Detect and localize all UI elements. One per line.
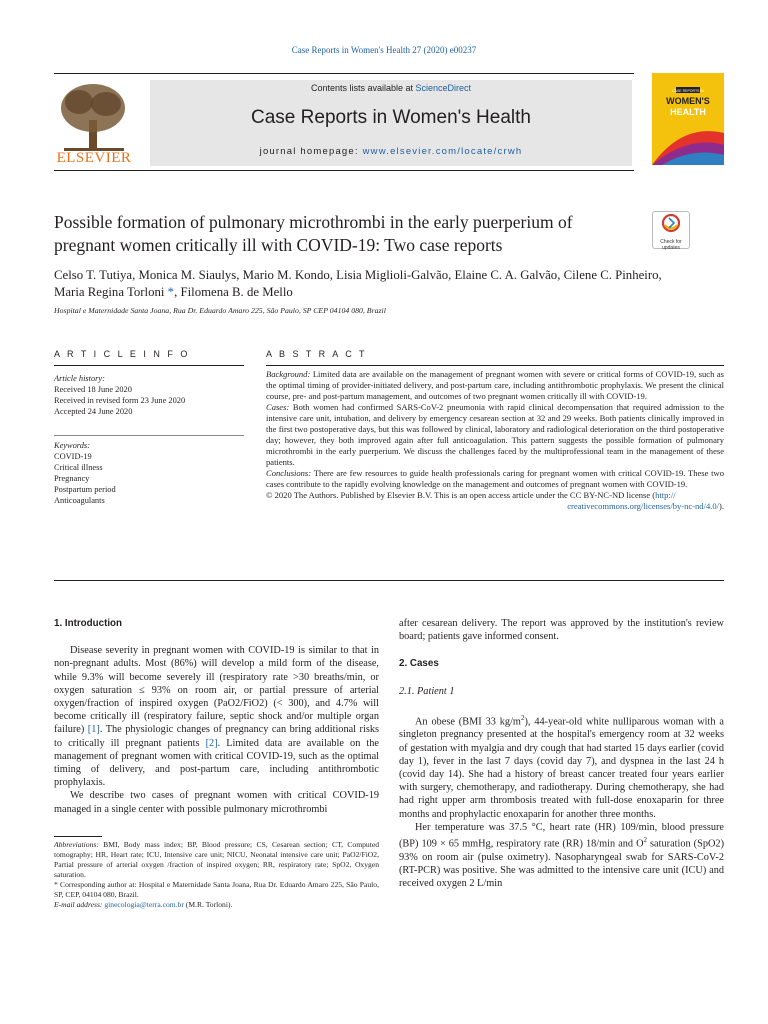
- copyright-line: [266, 490, 724, 501]
- right-column: [399, 617, 724, 890]
- cover-title: [652, 96, 724, 118]
- p2-text-a: Her temperature was 37.5 °C, heart rate (HR) 109/min, blood pressure (BP) 109 × 65 mmHg, respiratory rate (RR) 18/min and O: [399, 821, 724, 850]
- corresponding-author-text: Corresponding author at: Hospital e Maternidade Santa Joana, Rua Dr. Eduardo Amaro 225, São Paulo, SP, CEP, 04104 080, Brazil.: [54, 880, 379, 899]
- check-for-updates-icon: [662, 214, 680, 234]
- abstract-background: [266, 369, 724, 402]
- email-suffix: (M.R. Torloni).: [183, 900, 233, 909]
- journal-cover-icon: [652, 73, 724, 165]
- contents-prefix: Contents lists available at: [310, 83, 416, 93]
- corresponding-author-marker[interactable]: *: [167, 285, 175, 299]
- accepted-date: Accepted 24 June 2020: [54, 407, 133, 416]
- abstract-bottom-rule: [54, 580, 724, 581]
- footnotes: [54, 840, 379, 910]
- reference-1-link[interactable]: [1]: [87, 724, 100, 736]
- journal-banner: [150, 80, 632, 166]
- reference-2-link[interactable]: [2]: [205, 737, 218, 749]
- cases-text: Both women had confirmed SARS-CoV-2 pneumonia with rapid clinical decompensation that required admission to the intensive care unit, intubation, and delivery by emergency cesarean section at 32 and 29 weeks. Both patients clinically improved in the first two postoperative days, but this was followed by clinical, laboratory and radiological deterioration on the third postoperative day; however, they both improved again after full anticoagulation. This pattern suggests the possible formation of pulmonary microthrombi in the early puerperium. We discuss the challenges faced by the multiprofessional team in the management of these patients.: [266, 402, 724, 467]
- license-link-part2[interactable]: creativecommons.org/licenses/by-nc-nd/4.0/: [567, 501, 720, 511]
- bmi-unit-superscript: 2: [520, 713, 525, 722]
- header-top-rule: [54, 73, 634, 74]
- check-for-updates-button[interactable]: [652, 211, 690, 249]
- abstract-rule: [266, 365, 724, 366]
- copyright-text: © 2020 The Authors. Published by Elsevier B.V. This is an open access article under the CC BY-NC-ND license (: [266, 490, 656, 500]
- header-bottom-rule: [54, 170, 634, 171]
- abstract-cases: [266, 402, 724, 468]
- keyword-item: Anticoagulants: [54, 496, 105, 505]
- introduction-heading: 1. Introduction: [54, 618, 123, 629]
- p2-text-b: saturation (SpO2) 93% on room air (pulse oximetry). Nasopharyngeal swab for SARS-CoV-2 (RT-PCR) was positive. She was admitted to the intensive care unit (ICU) and received oxygen 2 L/min: [399, 838, 724, 890]
- abbreviations-label: Abbreviations:: [54, 840, 99, 849]
- homepage-link[interactable]: www.elsevier.com/locate/crwh: [362, 146, 523, 157]
- oxygen-superscript: 2: [643, 836, 648, 845]
- keyword-item: Postpartum period: [54, 485, 116, 494]
- footnote-star: *: [54, 880, 58, 889]
- intro-paragraph-2: We describe two cases of pregnant women with critical COVID-19 managed in a single center with possible pulmonary microthrombi: [54, 790, 379, 815]
- background-text: Limited data are available on the management of pregnant women with severe or critical forms of COVID-19, such as the optimal timing of provider-initiated delivery, and post-partum care, including antithrombotic prophylaxis. We present the clinical course, pre- and post-partum management, and outcomes of two pregnant women critically ill with COVID-19.: [266, 369, 724, 401]
- email-link[interactable]: ginecologia@terra.com.br: [104, 900, 184, 909]
- cover-title-line1: WOMEN'S: [666, 96, 710, 106]
- email-label: E-mail address:: [54, 900, 103, 909]
- license-link-part1[interactable]: http://: [655, 490, 676, 500]
- revised-date: Received in revised form 23 June 2020: [54, 396, 186, 405]
- journal-citation[interactable]: Case Reports in Women's Health 27 (2020) e00237: [291, 45, 477, 55]
- conclusions-label: Conclusions:: [266, 468, 312, 478]
- contents-line: [150, 83, 632, 93]
- email-footnote: [54, 900, 379, 910]
- journal-title: Case Reports in Women's Health: [251, 107, 531, 128]
- cases-label: Cases:: [266, 402, 290, 412]
- journal-homepage: [150, 146, 632, 157]
- intro-paragraph-1: [54, 644, 379, 789]
- abstract-conclusions: [266, 468, 724, 490]
- article-info-rule: [54, 365, 244, 366]
- author-list: [54, 267, 724, 301]
- check-for-updates-label: Check for updates: [660, 239, 682, 251]
- footnote-rule: [54, 836, 102, 837]
- cover-text-top: CASE REPORTS IN: [672, 89, 704, 93]
- left-column: [54, 617, 379, 816]
- received-date: Received 18 June 2020: [54, 385, 132, 394]
- cover-title-line2: HEALTH: [670, 107, 706, 117]
- abstract-body: [266, 369, 724, 512]
- intro-text-b: . The physiologic changes of pregnancy can bring additional risks to critically ill pregnant patients: [54, 724, 379, 749]
- authors-line-1: Celso T. Tutiya, Monica M. Siaulys, Mario M. Kondo, Lisia Miglioli-Galvão, Elaine C. A. Galvão, Cilene C. Pinheiro,: [54, 268, 662, 282]
- keyword-item: Pregnancy: [54, 474, 90, 483]
- affiliation: Hospital e Maternidade Santa Joana, Rua Dr. Eduardo Amaro 225, São Paulo, SP CEP 04104 080, Brazil: [54, 306, 386, 315]
- author-torloni: Maria Regina Torloni: [54, 285, 168, 299]
- article-info-heading: A R T I C L E I N F O: [54, 349, 190, 359]
- patient-1-paragraph-2: [399, 821, 724, 890]
- article-title: Possible formation of pulmonary microthrombi in the early puerperium of pregnant women critically ill with COVID-19: Two case reports: [54, 212, 573, 255]
- keywords-label: Keywords:: [54, 441, 90, 450]
- author-de-mello: , Filomena B. de Mello: [174, 285, 293, 299]
- conclusions-text: There are few resources to guide health professionals caring for pregnant women with critical COVID-19. These two cases contribute to the rapidly evolving knowledge on the management and outcomes of pregnant women with COVID-19.: [266, 468, 724, 489]
- article-history: [54, 373, 244, 417]
- abbreviations-footnote: [54, 840, 379, 880]
- keywords-rule: [54, 435, 244, 436]
- keywords-block: [54, 440, 244, 506]
- keyword-item: Critical illness: [54, 463, 103, 472]
- patient-1-heading: 2.1. Patient 1: [399, 685, 455, 697]
- corresponding-author-footnote: [54, 880, 379, 900]
- authors-line-2: [54, 284, 724, 301]
- patient-1-paragraph-1: [399, 712, 724, 821]
- homepage-prefix: journal homepage:: [259, 146, 363, 157]
- publisher-logo-text: ELSEVIER: [56, 150, 132, 166]
- keyword-item: COVID-19: [54, 452, 92, 461]
- sciencedirect-link[interactable]: ScienceDirect: [415, 83, 472, 93]
- license-close: ).: [719, 501, 724, 511]
- intro-text-a: Disease severity in pregnant women with COVID-19 is similar to that in non-pregnant adults. Most (86%) will develop a mild form of the disease, while 9.3% will become severely ill (respiratory rate >30 breaths/min, or oxygen saturation ≤ 93% on room air, or partial pressure of arterial oxygen/fraction of inspired oxygen (PaO2/FiO2) (< 300), and 4.7% will become critically ill (respiratory failure, septic shock and/or multiple organ failure): [54, 645, 379, 736]
- cases-heading: 2. Cases: [399, 658, 439, 670]
- history-label: Article history:: [54, 374, 105, 383]
- p1-text-b: ), 44-year-old white nulliparous woman with a singleton pregnancy presented at the hospital's emergency room at 32 weeks of gestation with myalgia and dry cough that had started 15 days earlier (covid day 1), fever in the last 7 days (covid day 7), and dyspnea in the last 24 h (covid day 14). She had a history of breast cancer treated four years earlier with surgery, chemotherapy, and radiotherapy. During chemotherapy, she had had right upper arm thrombosis treated with full-dose enoxaparin for three months and prophylactic enoxaparin for another three months.: [399, 716, 725, 820]
- elsevier-tree-logo: [54, 80, 134, 166]
- right-continuation-paragraph: after cesarean delivery. The report was approved by the institution's review board; patients gave informed consent.: [399, 618, 724, 643]
- journal-cover[interactable]: [652, 73, 724, 165]
- p1-text-a: An obese (BMI 33 kg/m: [415, 716, 521, 728]
- license-line: [266, 501, 724, 512]
- background-label: Background:: [266, 369, 311, 379]
- abstract-heading: A B S T R A C T: [266, 349, 368, 359]
- intro-text-c: . Limited data are available on the management of pregnant women with critical COVID-19, such as the optimal timing of delivery, and post-partum care, including antithrombotic prophylaxis.: [54, 737, 379, 789]
- abbreviations-text: BMI, Body mass index; BP, Blood pressure; CS, Cesarean section; CT, Computed tomography; HR, Heart rate; ICU, Intensive care unit; NICU, Neonatal intensive care unit; PaO2/FiO2, Partial pressure of arterial oxygen /fraction of inspired oxygen; RR, respiratory rate; SpO2, Oxygen saturation.: [54, 840, 379, 879]
